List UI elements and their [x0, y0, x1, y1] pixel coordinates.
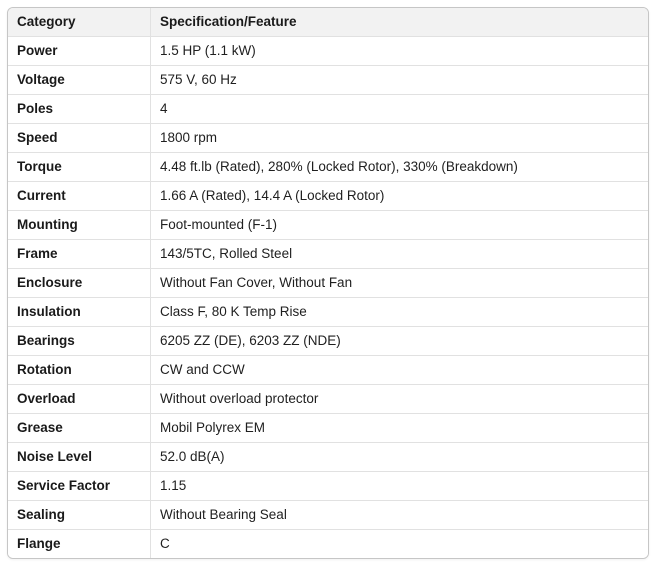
category-cell: Grease [8, 413, 151, 442]
table-row [8, 94, 648, 123]
category-cell: Frame [8, 239, 151, 268]
category-cell: Sealing [8, 500, 151, 529]
motor-spec-table [7, 7, 649, 559]
specification-cell: Without Bearing Seal [151, 500, 648, 529]
table-row [8, 181, 648, 210]
table-row [8, 413, 648, 442]
table-row [8, 471, 648, 500]
table-row [8, 65, 648, 94]
table-row [8, 500, 648, 529]
specification-cell: 6205 ZZ (DE), 6203 ZZ (NDE) [151, 326, 648, 355]
category-cell: Insulation [8, 297, 151, 326]
category-cell: Enclosure [8, 268, 151, 297]
category-cell: Power [8, 36, 151, 65]
header-row [8, 8, 648, 36]
specification-cell: 4.48 ft.lb (Rated), 280% (Locked Rotor), 330% (Breakdown) [151, 152, 648, 181]
category-cell: Mounting [8, 210, 151, 239]
table-header [8, 8, 648, 36]
table-body [8, 36, 648, 558]
table-row [8, 239, 648, 268]
specification-cell: 575 V, 60 Hz [151, 65, 648, 94]
specification-cell: Without Fan Cover, Without Fan [151, 268, 648, 297]
category-cell: Bearings [8, 326, 151, 355]
specification-cell: Foot-mounted (F-1) [151, 210, 648, 239]
table-row [8, 529, 648, 558]
specification-cell: 1.66 A (Rated), 14.4 A (Locked Rotor) [151, 181, 648, 210]
specification-cell: Mobil Polyrex EM [151, 413, 648, 442]
category-cell: Voltage [8, 65, 151, 94]
category-cell: Current [8, 181, 151, 210]
category-cell: Noise Level [8, 442, 151, 471]
specification-cell: 52.0 dB(A) [151, 442, 648, 471]
header-cell-category: Category [8, 8, 151, 36]
specification-cell: 143/5TC, Rolled Steel [151, 239, 648, 268]
table-row [8, 36, 648, 65]
table-row [8, 442, 648, 471]
table-row [8, 152, 648, 181]
category-cell: Service Factor [8, 471, 151, 500]
table-row [8, 123, 648, 152]
table-row [8, 355, 648, 384]
category-cell: Poles [8, 94, 151, 123]
category-cell: Rotation [8, 355, 151, 384]
specification-cell: CW and CCW [151, 355, 648, 384]
specification-cell: Without overload protector [151, 384, 648, 413]
category-cell: Torque [8, 152, 151, 181]
table-row [8, 384, 648, 413]
table-row [8, 297, 648, 326]
specification-cell: 4 [151, 94, 648, 123]
specification-cell: C [151, 529, 648, 558]
table-row [8, 268, 648, 297]
header-cell-specification: Specification/Feature [151, 8, 648, 36]
category-cell: Speed [8, 123, 151, 152]
specification-cell: Class F, 80 K Temp Rise [151, 297, 648, 326]
category-cell: Overload [8, 384, 151, 413]
table-row [8, 326, 648, 355]
specification-cell: 1.5 HP (1.1 kW) [151, 36, 648, 65]
table-row [8, 210, 648, 239]
specification-cell: 1800 rpm [151, 123, 648, 152]
category-cell: Flange [8, 529, 151, 558]
specification-cell: 1.15 [151, 471, 648, 500]
